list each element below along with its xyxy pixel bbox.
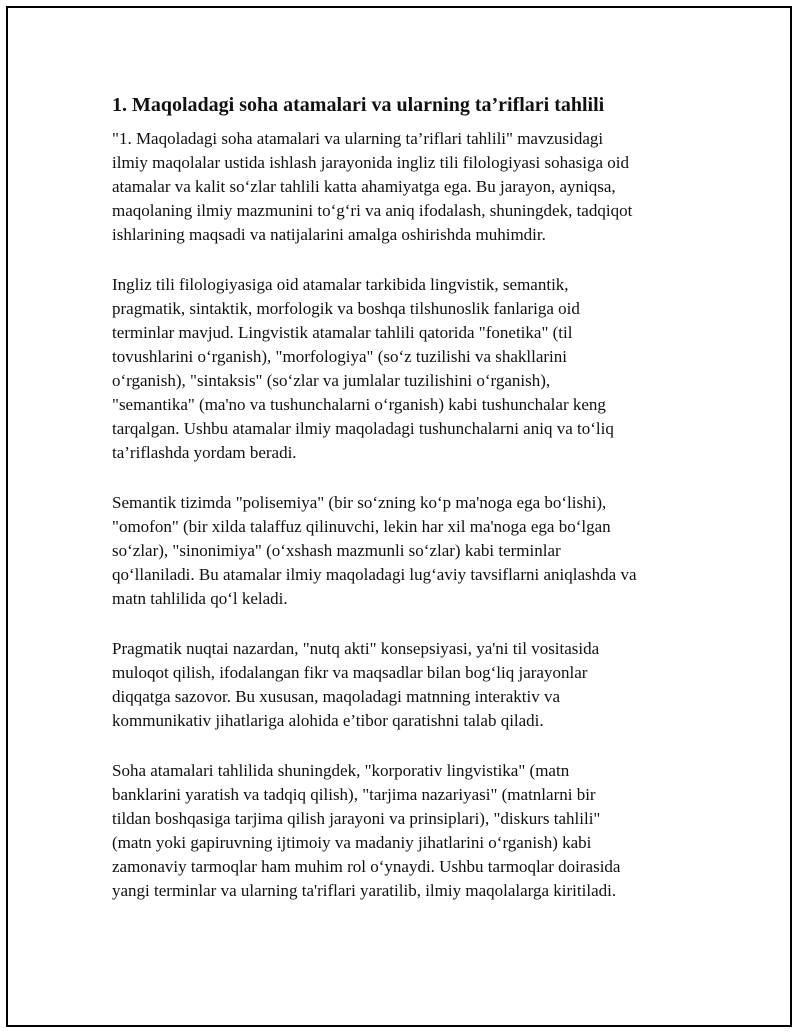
text-line: pragmatik, sintaktik, morfologik va boshqa tilshunoslik fanlariga oid xyxy=(112,299,580,318)
text-line: o‘rganish), "sintaksis" (so‘zlar va jumlalar tuzilishini o‘rganish), xyxy=(112,371,551,390)
text-line: kommunikativ jihatlariga alohida e’tibor qaratishni talab qiladi. xyxy=(112,711,544,730)
paragraph-5 xyxy=(112,759,702,903)
paragraph-2 xyxy=(112,273,702,465)
text-line: terminlar mavjud. Lingvistik atamalar tahlili qatorida "fonetika" (til xyxy=(112,323,573,342)
text-line: muloqot qilish, ifodalangan fikr va maqsadlar bilan bog‘liq jarayonlar xyxy=(112,663,588,682)
text-line: (matn yoki gapiruvning ijtimoiy va madaniy jihatlarini o‘rganish) kabi xyxy=(112,833,592,852)
text-line: qo‘llaniladi. Bu atamalar ilmiy maqoladagi lug‘aviy tavsiflarni aniqlashda va xyxy=(112,565,637,584)
text-line: tarqalgan. Ushbu atamalar ilmiy maqoladagi tushunchalarni aniq va to‘liq xyxy=(112,419,614,438)
text-line: "omofon" (bir xilda talaffuz qilinuvchi, lekin har xil ma'noga ega bo‘lgan xyxy=(112,517,611,536)
text-line: Pragmatik nuqtai nazardan, "nutq akti" konsepsiyasi, ya'ni til vositasida xyxy=(112,639,600,658)
document-title: 1. Maqoladagi soha atamalari va ularning ta’riflari tahlili xyxy=(112,94,605,116)
text-line: "1. Maqoladagi soha atamalari va ularning ta’riflari tahlili" mavzusidagi xyxy=(112,129,604,148)
text-line: ta’riflashda yordam beradi. xyxy=(112,443,297,462)
text-line: matn tahlilida qo‘l keladi. xyxy=(112,589,288,608)
text-line: atamalar va kalit so‘zlar tahlili katta ahamiyatga ega. Bu jarayon, ayniqsa, xyxy=(112,177,616,196)
text-line: zamonaviy tarmoqlar ham muhim rol o‘ynaydi. Ushbu tarmoqlar doirasida xyxy=(112,857,621,876)
text-line: tovushlarini o‘rganish), "morfologiya" (so‘z tuzilishi va shakllarini xyxy=(112,347,568,366)
text-line: Semantik tizimda "polisemiya" (bir so‘zning ko‘p ma'noga ega bo‘lishi), xyxy=(112,493,607,512)
text-line: ilmiy maqolalar ustida ishlash jarayonida ingliz tili filologiyasi sohasiga oid xyxy=(112,153,629,172)
text-line: tildan boshqasiga tarjima qilish jarayoni va prinsiplari), "diskurs tahlili" xyxy=(112,809,601,828)
paragraph-1 xyxy=(112,127,702,247)
text-line: Soha atamalari tahlilida shuningdek, "korporativ lingvistika" (matn xyxy=(112,761,570,780)
document-body xyxy=(112,92,702,929)
paragraph-4 xyxy=(112,637,702,733)
text-line: "semantika" (ma'no va tushunchalarni o‘rganish) kabi tushunchalar keng xyxy=(112,395,606,414)
text-line: so‘zlar), "sinonimiya" (o‘xshash mazmunli so‘zlar) kabi terminlar xyxy=(112,541,561,560)
text-line: banklarini yaratish va tadqiq qilish), "tarjima nazariyasi" (matnlarni bir xyxy=(112,785,596,804)
text-line: yangi terminlar va ularning ta'riflari yaratilib, ilmiy maqolalarga kiritiladi. xyxy=(112,881,617,900)
text-line: ishlarining maqsadi va natijalarini amalga oshirishda muhimdir. xyxy=(112,225,546,244)
text-line: maqolaning ilmiy mazmunini to‘g‘ri va aniq ifodalash, shuningdek, tadqiqot xyxy=(112,201,633,220)
paragraph-3 xyxy=(112,491,702,611)
text-line: Ingliz tili filologiyasiga oid atamalar tarkibida lingvistik, semantik, xyxy=(112,275,569,294)
text-line: diqqatga sazovor. Bu xususan, maqoladagi matnning interaktiv va xyxy=(112,687,561,706)
